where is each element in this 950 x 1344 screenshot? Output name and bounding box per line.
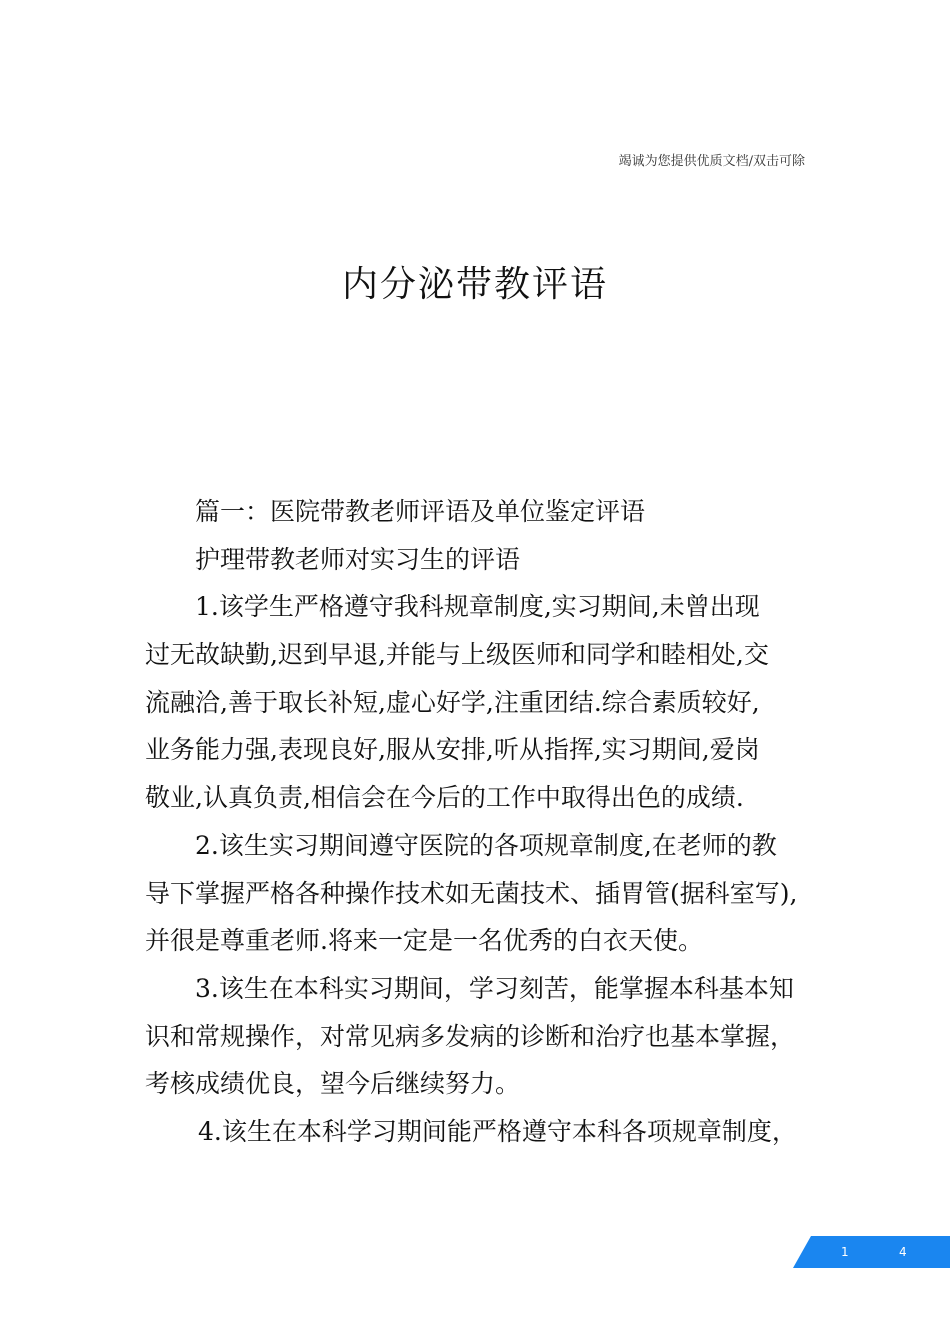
body-line: 导下掌握严格各种操作技术如无菌技术、插胃管(据科室写), <box>145 878 798 908</box>
body-line: 识和常规操作，对常见病多发病的诊断和治疗也基本掌握， <box>145 1021 796 1051</box>
body-line: 护理带教老师对实习生的评语 <box>195 544 521 574</box>
page-number-current: 1 <box>841 1245 849 1259</box>
body-line: 3.该生在本科实习期间，学习刻苦，能掌握本科基本知 <box>195 973 794 1003</box>
document-body <box>145 488 817 1156</box>
page-number-total: 4 <box>899 1245 907 1259</box>
body-line: 过无故缺勤,迟到早退,并能与上级医师和同学和睦相处,交 <box>145 640 769 670</box>
body-line: 1.该学生严格遵守我科规章制度,实习期间,未曾出现 <box>195 592 760 622</box>
body-line: 考核成绩优良，望今后继续努力。 <box>145 1069 521 1099</box>
body-line: 流融洽,善于取长补短,虚心好学,注重团结.综合素质较好, <box>145 687 760 717</box>
body-line: 篇一：医院带教老师评语及单位鉴定评语 <box>195 497 646 526</box>
body-line: 业务能力强,表现良好,服从安排,听从指挥,实习期间,爱岗 <box>145 735 760 765</box>
body-line: 并很是尊重老师.将来一定是一名优秀的白衣天使。 <box>145 926 703 956</box>
document-title: 内分泌带教评语 <box>341 264 608 305</box>
body-line: 2.该生实习期间遵守医院的各项规章制度,在老师的教 <box>195 830 777 860</box>
page-footer-band <box>793 1236 950 1268</box>
body-line: 敬业,认真负责,相信会在今后的工作中取得出色的成绩. <box>145 783 744 813</box>
body-line: 4.该生在本科学习期间能严格遵守本科各项规章制度， <box>198 1116 797 1146</box>
header-note: 竭诚为您提供优质文档/双击可除 <box>618 154 805 169</box>
